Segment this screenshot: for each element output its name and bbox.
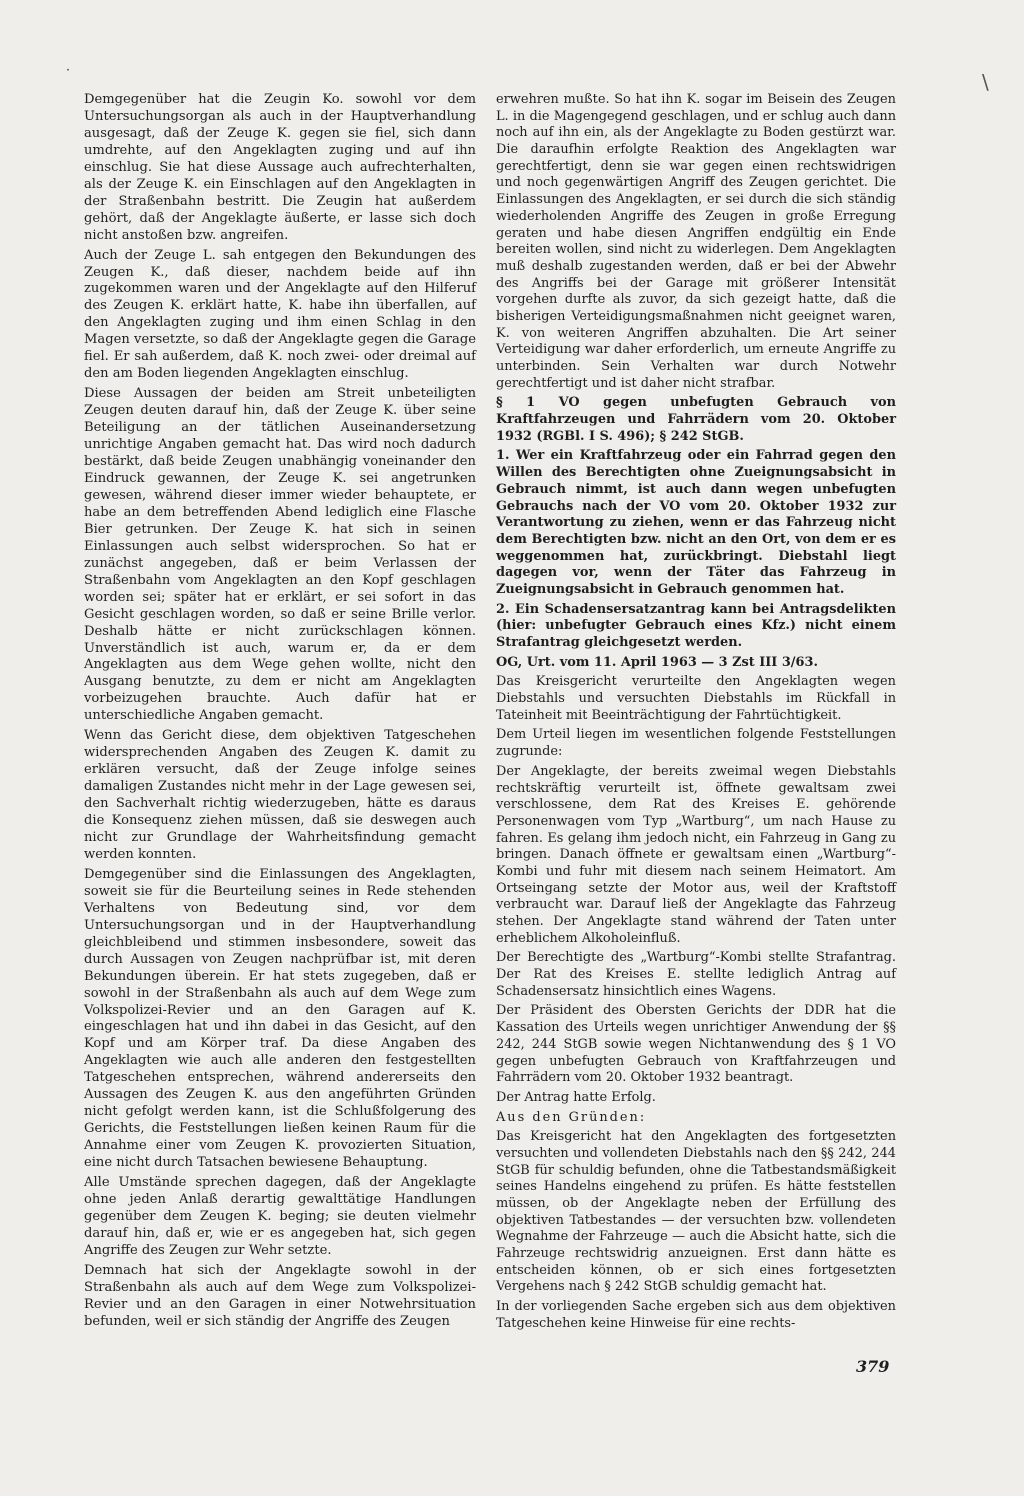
right-column xyxy=(496,92,896,1336)
body-paragraph: In der vorliegenden Sache ergeben sich aus dem objektiven Tatgeschehen keine Hinweise für eine rechts- xyxy=(496,1299,896,1331)
headnote-paragraph: § 1 VO gegen unbefugten Gebrauch von Kraftfahrzeugen und Fahrrädern vom 20. Oktober 1932 (RGBl. I S. 496); § 242 StGB. xyxy=(496,395,896,444)
headnote-paragraph: OG, Urt. vom 11. April 1963 — 3 Zst III 3/63. xyxy=(496,654,818,670)
body-paragraph: Das Kreisgericht hat den Angeklagten des fortgesetzten versuchten und vollendeten Diebstahls nach den §§ 242, 244 StGB für schuldig befunden, ohne die Tatbestandsmäßigkeit seines Handelns eingehend zu prüfen. Es hätte feststellen müssen, ob der Angeklagte neben der Erfüllung des objektiven Tatbestandes — der versuchten bzw. vollendeten Wegnahme der Fahrzeuge — auch die Absicht hatte, sich die Fahrzeuge rechtswidrig anzueignen. Erst dann hätte es entscheiden können, ob er sich eines fortgesetzten Vergehens nach § 242 StGB schuldig gemacht hat. xyxy=(496,1129,896,1295)
body-paragraph: Demnach hat sich der Angeklagte sowohl in der Straßenbahn als auch auf dem Wege zum Volkspolizei-Revier und an den Garagen in einer Notwehrsituation befunden, weil er sich ständig der Angriffe des Zeugen xyxy=(84,1262,476,1329)
body-paragraph: Alle Umstände sprechen dagegen, daß der Angeklagte ohne jeden Anlaß derartig gewalttätige Handlungen gegenüber dem Zeugen K. beging; sie deuten vielmehr darauf hin, daß er, wie er es angegeben hat, sich gegen Angriffe des Zeugen zur Wehr setzte. xyxy=(84,1175,476,1258)
headnote-paragraph: 2. Ein Schadensersatzantrag kann bei Antragsdelikten (hier: unbefugter Gebrauch eines Kfz.) nicht einem Strafantrag gleichgesetzt werden. xyxy=(496,601,896,650)
left-column xyxy=(84,92,476,1334)
scan-mark: \ xyxy=(982,70,989,94)
body-paragraph: Der Präsident des Obersten Gerichts der DDR hat die Kassation des Urteils wegen unrichtiger Anwendung der §§ 242, 244 StGB sowie wegen Nichtanwendung des § 1 VO gegen unbefugten Gebrauch von Kraftfahrzeugen und Fahrrädern vom 20. Oktober 1932 beantragt. xyxy=(496,1003,896,1086)
body-paragraph: Wenn das Gericht diese, dem objektiven Tatgeschehen widersprechenden Angaben des Zeugen K. damit zu erklären versucht, daß der Zeuge infolge seines damaligen Zustandes nicht mehr in der Lage gewesen sei, den Sachverhalt richtig wiederzugeben, hätte es daraus die Konsequenz ziehen müssen, daß sie deswegen auch nicht zur Grundlage der Wahrheitsfindung gemacht werden konnten. xyxy=(84,728,476,862)
body-paragraph: Das Kreisgericht verurteilte den Angeklagten wegen Diebstahls und versuchten Diebstahls im Rückfall in Tateinheit mit Beeinträchtigung der Fahrtüchtigkeit. xyxy=(496,674,896,723)
body-paragraph: Dem Urteil liegen im wesentlichen folgende Feststellungen zugrunde: xyxy=(496,727,896,760)
body-paragraph: Demgegenüber sind die Einlassungen des Angeklagten, soweit sie für die Beurteilung seines in Rede stehenden Verhaltens von Bedeutung sind, vor dem Untersuchungsorgan und in der Hauptverhandlung gleichbleibend und stimmen insbesondere, soweit das durch Aussagen von Zeugen nachprüfbar ist, mit deren Bekundungen überein. Er hat stets zugegeben, daß er sowohl in der Straßenbahn als auch auf dem Wege zum Volkspolizei-Revier und an den Garagen auf K. eingeschlagen hat und ihn dabei in das Gesicht, auf den Kopf und am Körper traf. Da diese Angaben des Angeklagten wie auch alle anderen den festgestellten Tatgeschehen entsprechen, während andererseits den Aussagen des Zeugen K. aus den angeführten Gründen nicht gefolgt werden kann, ist die Schlußfolgerung des Gerichts, die Feststellungen ließen keinen Raum für die Annahme einer vom Zeugen K. provozierten Situation, eine nicht durch Tatsachen bewiesene Behauptung. xyxy=(84,866,476,1171)
headnote-paragraph: 1. Wer ein Kraftfahrzeug oder ein Fahrrad gegen den Willen des Berechtigten ohne Zueignungsabsicht in Gebrauch nimmt, ist auch dann wegen unbefugten Gebrauchs nach der VO vom 20. Oktober 1932 zur Verantwortung zu ziehen, wenn er das Fahrzeug nicht dem Berechtigten bzw. nicht an den Ort, von dem er es weggenommen hat, zurückbringt. Diebstahl liegt dagegen vor, wenn der Täter das Fahrzeug in Zueignungsabsicht in Gebrauch genommen hat. xyxy=(496,448,896,597)
body-paragraph: erwehren mußte. So hat ihn K. sogar im Beisein des Zeugen L. in die Magengegend geschlagen, und er schlug auch dann noch auf ihn ein, als der Angeklagte zu Boden gestürzt war. Die daraufhin erfolgte Reaktion des Angeklagten war gerechtfertigt, denn sie war gegen einen rechtswidrigen und noch gegenwärtigen Angriff des Zeugen gerichtet. Die Einlassungen des Angeklagten, er sei durch die sich ständig wiederholenden Angriffe des Zeugen in große Erregung geraten und habe diesen Angriffen endgültig ein Ende bereiten wollen, sind nicht zu widerlegen. Dem Angeklagten muß deshalb zugestanden werden, daß er bei der Abwehr des Angriffs bei der Garage mit größerer Intensität vorgehen durfte als zuvor, da sich gezeigt hatte, daß die bisherigen Verteidigungsmaßnahmen nicht geeignet waren, K. von weiteren Angriffen abzuhalten. Die Art seiner Verteidigung war daher erforderlich, um erneute Angriffe zu unterbinden. Sein Verhalten war durch Notwehr gerechtfertigt und ist daher nicht strafbar. xyxy=(496,92,896,391)
body-paragraph: Der Antrag hatte Erfolg. xyxy=(496,1089,656,1105)
body-paragraph: Der Angeklagte, der bereits zweimal wegen Diebstahls rechtskräftig verurteilt ist, öffnete gewaltsam zwei verschlossene, dem Rat des Kreises E. gehörende Personenwagen vom Typ „Wartburg“, um nach Hause zu fahren. Es gelang ihm jedoch nicht, ein Fahrzeug in Gang zu bringen. Danach öffnete er gewaltsam einen „Wartburg“-Kombi und fuhr mit diesem nach seinem Heimatort. Am Ortseingang setzte der Motor aus, weil der Kraftstoff verbraucht war. Darauf ließ der Angeklagte das Fahrzeug stehen. Der Angeklagte stand während der Taten unter erheblichem Alkoholeinfluß. xyxy=(496,763,896,946)
body-paragraph: Der Berechtigte des „Wartburg“-Kombi stellte Strafantrag. Der Rat des Kreises E. stellte lediglich Antrag auf Schadensersatz hinsichtlich eines Wagens. xyxy=(496,950,896,999)
section-heading: Aus den Gründen: xyxy=(496,1109,647,1125)
scan-speck: ˙ xyxy=(64,66,72,85)
body-paragraph: Auch der Zeuge L. sah entgegen den Bekundungen des Zeugen K., daß dieser, nachdem beide auf ihn zugekommen waren und der Angeklagte auf den Hilferuf des Zeugen K. erklärt hatte, K. habe ihn überfallen, auf den Angeklagten zuging und ihm einen Schlag in den Magen versetzte, so daß der Angeklagte gegen die Garage fiel. Er sah außerdem, daß K. noch zwei- oder dreimal auf den am Boden liegenden Angeklagten einschlug. xyxy=(84,247,476,382)
body-paragraph: Demgegenüber hat die Zeugin Ko. sowohl vor dem Untersuchungsorgan als auch in der Hauptverhandlung ausgesagt, daß der Zeuge K. gegen sie fiel, sich dann umdrehte, auf den Angeklagten zuging und auf ihn einschlug. Sie hat diese Aussage auch aufrechterhalten, als der Zeuge K. ein Einschlagen auf den Angeklagten in der Straßenbahn bestritt. Die Zeugin hat außerdem gehört, daß der Angeklagte äußerte, er lasse sich doch nicht anstoßen bzw. angreifen. xyxy=(84,92,476,243)
body-paragraph: Diese Aussagen der beiden am Streit unbeteiligten Zeugen deuten darauf hin, daß der Zeuge K. über seine Beteiligung an der tätlichen Auseinandersetzung unrichtige Angaben gemacht hat. Das wird noch dadurch bestärkt, daß beide Zeugen unabhängig voneinander den Eindruck gewannen, der Zeuge K. sei angetrunken gewesen, während dieser immer wieder behauptete, er habe an dem betreffenden Abend lediglich eine Flasche Bier getrunken. Der Zeuge K. hat sich in seinen Einlassungen auch selbst widersprochen. So hat er zunächst angegeben, daß er beim Verlassen der Straßenbahn vom Angeklagten an den Kopf geschlagen worden sei; später hat er erklärt, er sei sofort in das Gesicht geschlagen worden, so daß er seine Brille verlor. Deshalb hätte er nicht zurückschlagen können. Unverständlich ist auch, warum er, da er dem Angeklagten aus dem Wege gehen wollte, nicht den Ausgang benutzte, zu dem er nicht am Angeklagten vorbeizugehen brauchte. Auch dafür hat er unterschiedliche Angaben gemacht. xyxy=(84,386,476,724)
page-number: 379 xyxy=(856,1357,890,1376)
